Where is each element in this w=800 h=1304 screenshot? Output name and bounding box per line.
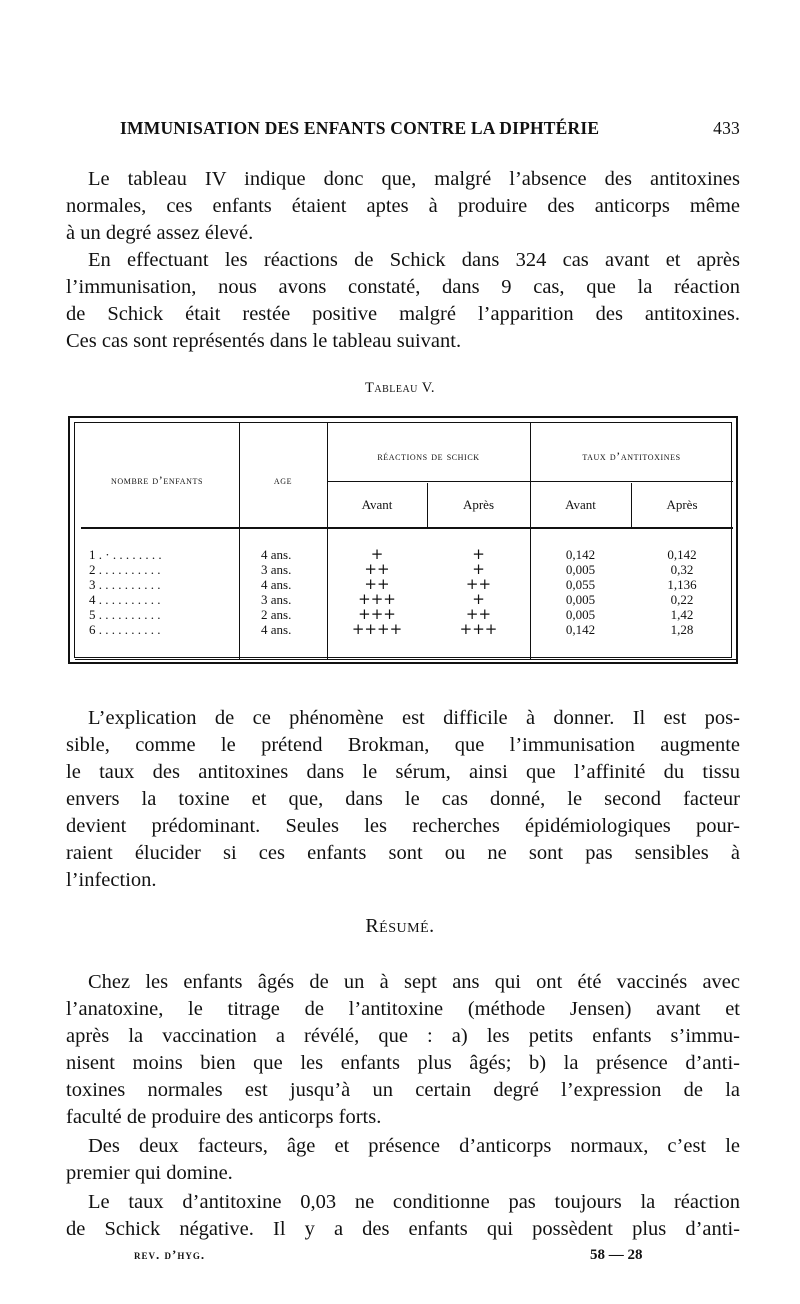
subheader-schick-avant: Avant bbox=[361, 497, 393, 512]
paragraph-3 bbox=[66, 705, 740, 894]
subheader-taux-avant: Avant bbox=[565, 497, 596, 512]
text-line: normales, ces enfants étaient aptes à produire des anticorps même bbox=[66, 195, 740, 217]
section-title: Résumé. bbox=[365, 915, 435, 937]
cell-schick-avant: ++++ bbox=[351, 620, 403, 638]
column-age bbox=[261, 547, 321, 637]
row-divider bbox=[327, 481, 733, 482]
column-taux-avant bbox=[530, 547, 631, 637]
cell-schick-avant: ++ bbox=[364, 575, 390, 593]
text-line: Ces cas sont représentés dans le tableau suivant. bbox=[66, 330, 462, 352]
running-head-title: IMMUNISATION DES ENFANTS CONTRE LA DIPHTÉRIE bbox=[120, 118, 600, 138]
cell-schick-avant: +++ bbox=[358, 605, 396, 623]
row-divider bbox=[81, 527, 733, 529]
paragraph-5 bbox=[66, 1133, 740, 1187]
col-divider bbox=[239, 423, 240, 659]
cell-taux-apres: 1,42 bbox=[670, 607, 694, 622]
schick-table bbox=[68, 416, 738, 664]
running-head bbox=[120, 118, 740, 146]
cell-schick-apres: + bbox=[472, 545, 485, 563]
cell-taux-apres: 0,22 bbox=[670, 592, 694, 607]
text-line: envers la toxine et que, dans le cas donné, le second facteur bbox=[66, 788, 740, 810]
text-line: l’infection. bbox=[66, 869, 157, 891]
paragraph-4 bbox=[66, 969, 740, 1131]
footer-journal: rev. d’hyg. bbox=[134, 1247, 206, 1262]
header-taux: taux d’antitoxines bbox=[582, 449, 681, 463]
paragraph-2 bbox=[66, 247, 740, 355]
column-nombre bbox=[89, 547, 237, 637]
cell-age: 2 ans. bbox=[261, 607, 292, 622]
table-caption: Tableau V. bbox=[365, 380, 435, 396]
text-line: Le taux d’antitoxine 0,03 ne conditionne pas toujours la réaction bbox=[88, 1191, 740, 1213]
text-line: Le tableau IV indique donc que, malgré l’absence des antitoxines bbox=[88, 168, 740, 190]
cell-taux-apres: 1,28 bbox=[670, 622, 694, 637]
text-line: nisent moins bien que les enfants plus âgés; b) la présence d’anti- bbox=[66, 1052, 740, 1074]
cell-taux-apres: 1,136 bbox=[667, 577, 697, 592]
cell-schick-avant: ++ bbox=[364, 560, 390, 578]
subheader-taux-apres: Après bbox=[666, 497, 698, 512]
cell-schick-apres: ++ bbox=[465, 575, 492, 593]
paragraph-1 bbox=[66, 166, 740, 247]
paragraph-6 bbox=[66, 1189, 740, 1243]
text-line: Des deux facteurs, âge et présence d’anticorps normaux, c’est le bbox=[88, 1135, 740, 1157]
cell-schick-apres: ++ bbox=[465, 605, 492, 623]
text-line: après la vaccination a révélé, que : a) les petits enfants s’immu- bbox=[66, 1025, 740, 1047]
text-line: raient élucider si ces enfants sont ou ne sont pas sensibles à bbox=[66, 842, 740, 864]
text-line: toxines normales est jusqu’à un certain degré l’expression de la bbox=[66, 1079, 740, 1101]
table-inner-frame bbox=[74, 422, 732, 658]
cell-schick-apres: +++ bbox=[459, 620, 498, 638]
cell-schick-apres: + bbox=[472, 560, 485, 578]
footer-signature: 58 — 28 bbox=[590, 1247, 643, 1263]
text-line: premier qui domine. bbox=[66, 1162, 233, 1184]
page-number: 433 bbox=[713, 118, 740, 138]
row-divider bbox=[75, 659, 737, 660]
cell-schick-avant: + bbox=[370, 545, 384, 563]
column-taux-apres bbox=[631, 547, 733, 637]
text-line: sible, comme le prétend Brokman, que l’immunisation augmente bbox=[66, 734, 740, 756]
header-nombre: nombre d’enfants bbox=[110, 473, 203, 487]
cell-num: 4 . . . . . . . . . . bbox=[89, 592, 161, 607]
cell-taux-avant: 0,005 bbox=[565, 592, 596, 607]
text-line: l’anatoxine, le titrage de l’antitoxine (méthode Jensen) avant et bbox=[66, 998, 740, 1020]
cell-age: 3 ans. bbox=[261, 592, 292, 607]
cell-schick-apres: + bbox=[472, 590, 485, 608]
cell-taux-avant: 0,055 bbox=[565, 577, 596, 592]
header-age: age bbox=[273, 473, 293, 487]
text-line: faculté de produire des anticorps forts. bbox=[66, 1106, 382, 1128]
text-line: le taux des antitoxines dans le sérum, ainsi que l’affinité du tissu bbox=[66, 761, 740, 783]
cell-age: 4 ans. bbox=[261, 547, 292, 562]
cell-num: 5 . . . . . . . . . . bbox=[89, 607, 161, 622]
text-line: de Schick négative. Il y a des enfants qui possèdent plus d’anti- bbox=[66, 1218, 740, 1240]
text-line: l’immunisation, nous avons constaté, dans 9 cas, que la réaction bbox=[66, 276, 740, 298]
text-line: devient prédominant. Seules les recherches épidémiologiques pour- bbox=[66, 815, 740, 837]
text-line: L’explication de ce phénomène est difficile à donner. Il est pos- bbox=[88, 707, 740, 729]
cell-schick-avant: +++ bbox=[358, 590, 396, 608]
cell-taux-avant: 0,005 bbox=[565, 607, 596, 622]
text-line: à un degré assez élevé. bbox=[66, 222, 254, 244]
cell-age: 4 ans. bbox=[261, 577, 292, 592]
cell-taux-avant: 0,142 bbox=[565, 622, 596, 637]
subheader-schick-apres: Après bbox=[462, 497, 495, 512]
cell-taux-apres: 0,32 bbox=[670, 562, 694, 577]
cell-taux-apres: 0,142 bbox=[667, 547, 697, 562]
header-schick: réactions de schick bbox=[377, 449, 480, 463]
cell-num: 3 . . . . . . . . . . bbox=[89, 577, 161, 592]
text-line: de Schick était restée positive malgré l’apparition des antitoxines. bbox=[66, 303, 740, 325]
cell-taux-avant: 0,005 bbox=[565, 562, 596, 577]
cell-age: 4 ans. bbox=[261, 622, 292, 637]
cell-num: 6 . . . . . . . . . . bbox=[89, 622, 161, 637]
cell-num: 1 . · . . . . . . . . bbox=[89, 547, 162, 562]
text-line: En effectuant les réactions de Schick dans 324 cas avant et après bbox=[88, 249, 740, 271]
cell-taux-avant: 0,142 bbox=[565, 547, 596, 562]
cell-age: 3 ans. bbox=[261, 562, 292, 577]
text-line: Chez les enfants âgés de un à sept ans qui ont été vaccinés avec bbox=[88, 971, 740, 993]
column-schick-apres bbox=[427, 547, 530, 637]
cell-num: 2 . . . . . . . . . . bbox=[89, 562, 161, 577]
column-schick-avant bbox=[327, 547, 427, 637]
